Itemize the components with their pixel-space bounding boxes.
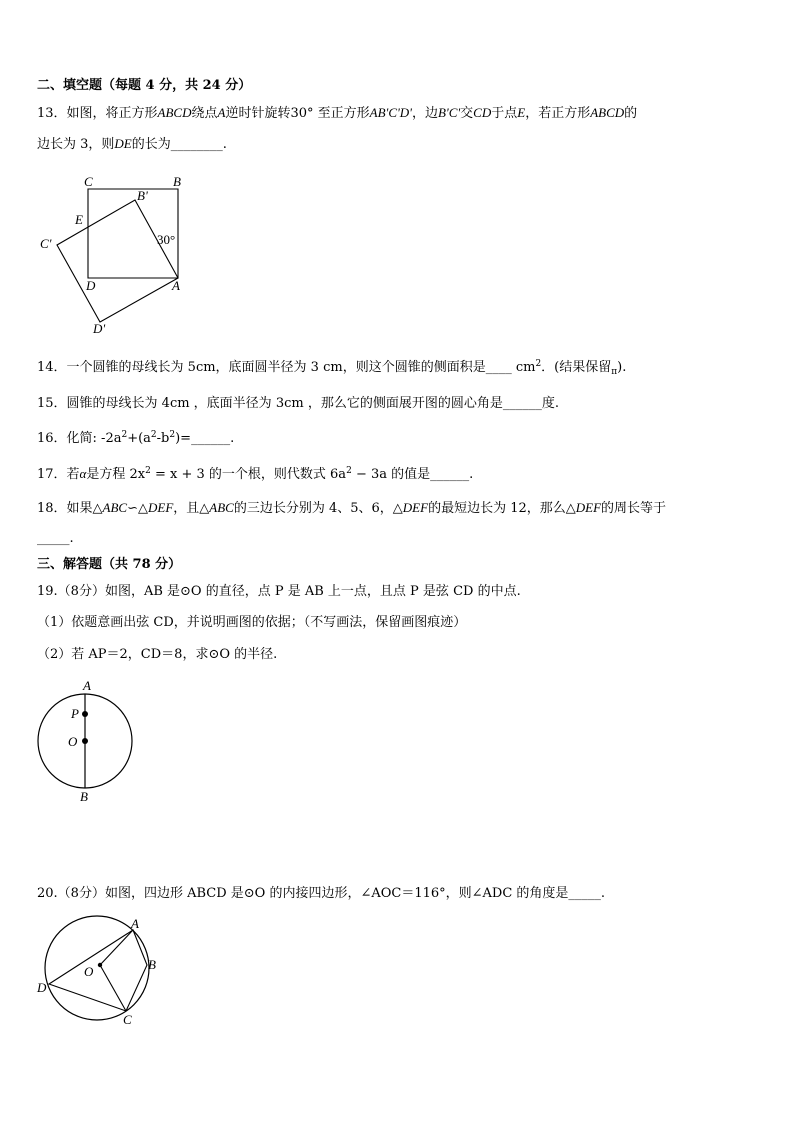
question-15: 15．圆锥的母线长为 4cm ，底面半径为 3cm ，那么它的侧面展开图的圆心角是______度. [37, 396, 559, 411]
question-19-part-1: （1）依题意画出弦 CD，并说明画图的依据；（不写画法，保留画图痕迹） [37, 615, 467, 630]
label-e: E [75, 212, 83, 227]
question-20: 20.（8分）如图，四边形 ABCD 是⊙O 的内接四边形，∠AOC＝116°，则∠ADC 的角度是_____. [37, 886, 606, 901]
label-b: B [148, 957, 156, 972]
question-18-line-2: _____. [37, 531, 74, 546]
label-b-prime: B' [137, 188, 148, 203]
label-b: B [80, 789, 88, 804]
question-13-line-1: 13．如图，将正方形ABCD绕点A逆时针旋转30° 至正方形AB'C'D'，边B'C'交CD于点E，若正方形ABCD的 [37, 105, 638, 121]
question-13-line-2: 边长为 3，则DE的长为________. [37, 136, 227, 152]
question-14: 14．一个圆锥的母线长为 5cm，底面圆半径为 3 cm，则这个圆锥的侧面积是____ $cm^2$．(结果保留$_\pi$). [37, 359, 627, 377]
label-d-prime: D' [93, 321, 106, 336]
question-16: 16．化简: $-2a^2+(a^2-b^2)=\_\_\_\_\_\_$. [37, 430, 235, 446]
label-c: C [84, 174, 93, 189]
label-a: A [83, 678, 91, 693]
label-a: A [172, 278, 180, 293]
label-d: D [37, 980, 47, 995]
segment-oc [100, 965, 126, 1011]
point-o [98, 963, 102, 967]
label-a: A [131, 916, 139, 931]
label-angle-30: 30° [157, 232, 176, 247]
question-17: 17．若α是方程 $2x^2 = x + 3$ 的一个根，则代数式 $6a^2 - 3a$ 的值是______. [37, 466, 474, 482]
question-18-line-1: 18．如果△ABC∽△DEF，且△ABC的三边长分别为 4、5、6，△DEF的最短边长为 12，那么△DEF的周长等于 [37, 500, 667, 516]
question-19-part-2: （2）若 AP＝2，CD＝8，求⊙O 的半径. [37, 647, 278, 662]
label-o: O [68, 734, 78, 749]
label-c: C [123, 1012, 132, 1027]
label-b: B [173, 174, 181, 189]
quadrilateral-abcd [49, 930, 147, 1011]
label-d: D [86, 278, 96, 293]
label-p: P [71, 706, 79, 721]
label-o: O [84, 964, 94, 979]
section-3-heading: 三、解答题（共 78 分） [37, 557, 182, 572]
label-c-prime: C' [40, 236, 52, 251]
section-2-heading: 二、填空题（每题 4 分，共 24 分） [37, 78, 252, 93]
question-19-line-1: 19.（8分）如图，AB 是⊙O 的直径，点 P 是 AB 上一点，且点 P 是弦 CD 的中点. [37, 584, 521, 599]
